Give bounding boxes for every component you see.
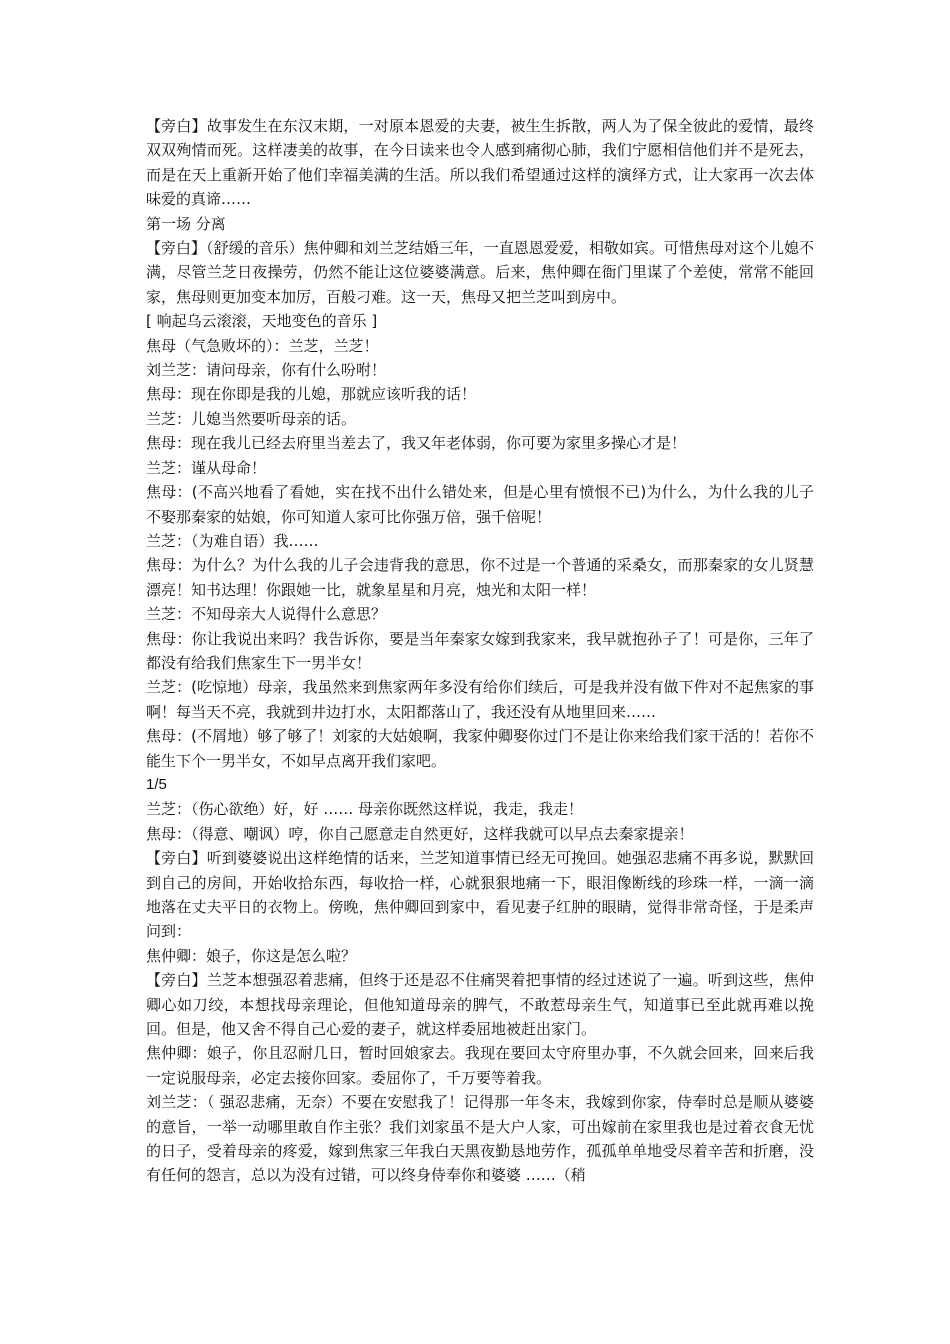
dialogue-line: 焦母：你让我说出来吗？我告诉你，要是当年秦家女嫁到我家来，我早就抱孙子了！可是你，三年了都没有给我们焦家生下一男半女！ [146, 629, 814, 672]
stage-direction: [ 响起乌云滚滚，天地变色的音乐 ] [146, 312, 378, 331]
narration-intro: 【旁白】故事发生在东汉末期，一对原本恩爱的夫妻，被生生拆散，两人为了保全彼此的爱情，最终双双殉情而死。这样凄美的故事，在今日读来也令人感到痛彻心肺，我们宁愿相信他们并不是死去，而是在天上重新开始了他们幸福美满的生活。所以我们希望通过这样的演绎方式，让大家再一次去体味爱的真谛…… [146, 117, 814, 209]
page-number: 1/5 [146, 775, 167, 793]
narration-paragraph: 【旁白】听到婆婆说出这样绝情的话来，兰芝知道事情已经无可挽回。她强忍悲痛不再多说，默默回到自己的房间，开始收拾东西，每收拾一样，心就狠狠地痛一下，眼泪像断线的珍珠一样，一滴一滴地落在丈夫平日的衣物上。傍晚，焦仲卿回到家中，看见妻子红肿的眼睛，觉得非常奇怪，于是柔声问到： [146, 849, 814, 941]
dialogue-line: 焦仲卿：娘子，你这是怎么啦？ [146, 946, 357, 965]
dialogue-line: 焦母：为什么？为什么我的儿子会违背我的意思，你不过是一个普通的采桑女，而那秦家的女儿贤慧漂亮！知书达理！你跟她一比，就象星星和月亮，烛光和太阳一样！ [146, 556, 814, 599]
dialogue-line: 焦母：现在我儿已经去府里当差去了，我又年老体弱，你可要为家里多操心才是！ [146, 434, 687, 453]
document-page [146, 114, 814, 1188]
dialogue-line: 刘兰芝：（ 强忍悲痛，无奈）不要在安慰我了！记得那一年冬末，我嫁到你家，侍奉时总是顺从婆婆的意旨，一举一动哪里敢自作主张？我们刘家虽不是大户人家，可出嫁前在家里我也是过着衣食无忧的日子，受着母亲的疼爱，嫁到焦家三年我白天黑夜勤恳地劳作，孤孤单单地受尽着辛苦和折磨，没有任何的怨言，总以为没有过错，可以终身侍奉你和婆婆 ……（稍 [146, 1093, 814, 1185]
dialogue-line: 兰芝：儿媳当然要听母亲的话。 [146, 409, 357, 428]
dialogue-line: 焦母：(不高兴地看了看她，实在找不出什么错处来，但是心里有愤恨不已)为什么，为什么我的儿子不娶那秦家的姑娘，你可知道人家可比你强万倍，强千倍呢！ [146, 483, 814, 526]
dialogue-line: 焦母：现在你即是我的儿媳，那就应该听我的话！ [146, 385, 477, 404]
dialogue-line: 兰芝：谨从母命！ [146, 458, 267, 477]
dialogue-line: 兰芝：(吃惊地）母亲，我虽然来到焦家两年多没有给你们续后，可是我并没有做下件对不起焦家的事啊！每当天不亮，我就到井边打水，太阳都落山了，我还没有从地里回来…… [146, 678, 814, 721]
dialogue-line: 刘兰芝：请问母亲，你有什么吩咐！ [146, 361, 387, 380]
dialogue-line: 焦仲卿：娘子，你且忍耐几日，暂时回娘家去。我现在要回太守府里办事，不久就会回来，回来后我一定说服母亲，必定去接你回家。委屈你了，千万要等着我。 [146, 1044, 814, 1087]
narration-scene-one: 【旁白】（舒缓的音乐）焦仲卿和刘兰芝结婚三年，一直恩恩爱爱，相敬如宾。可惜焦母对这个儿媳不满，尽管兰芝日夜操劳，仍然不能让这位婆婆满意。后来，焦仲卿在衙门里谋了个差使，常常不能回家，焦母则更加变本加厉，百般刁难。这一天，焦母又把兰芝叫到房中。 [146, 239, 814, 306]
dialogue-line: 焦母（气急败坏的）：兰芝，兰芝！ [146, 336, 379, 355]
scene-heading: 第一场 分离 [146, 214, 226, 233]
dialogue-line: 焦母：(不屑地）够了够了！刘家的大姑娘啊，我家仲卿娶你过门不是让你来给我们家干活的！若你不能生下个一男半女，不如早点离开我们家吧。 [146, 727, 814, 770]
dialogue-line: 兰芝：不知母亲大人说得什么意思？ [146, 605, 387, 624]
dialogue-line: 焦母：（得意、嘲讽）哼，你自己愿意走自然更好，这样我就可以早点去秦家提亲！ [146, 824, 694, 843]
dialogue-line: 兰芝：（伤心欲绝）好，好 …… 母亲你既然这样说，我走，我走！ [146, 800, 584, 819]
dialogue-line: 兰芝：（为难自语）我…… [146, 531, 319, 550]
narration-paragraph: 【旁白】兰芝本想强忍着悲痛，但终于还是忍不住痛哭着把事情的经过述说了一遍。听到这些，焦仲卿心如刀绞，本想找母亲理论，但他知道母亲的脾气，不敢惹母亲生气，知道事已至此就再难以挽回。但是，他又舍不得自己心爱的妻子，就这样委屈地被赶出家门。 [146, 971, 814, 1039]
